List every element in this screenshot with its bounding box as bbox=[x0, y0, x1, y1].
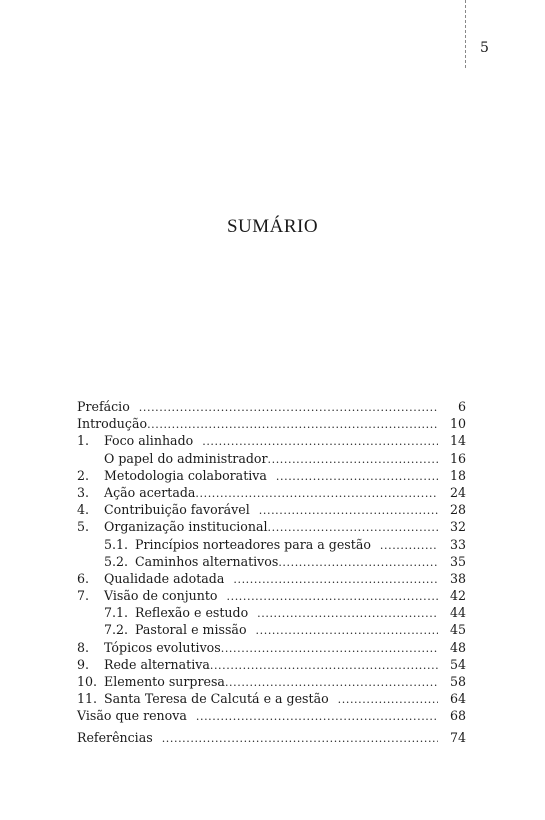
toc-entry-page: 18 bbox=[449, 467, 466, 483]
toc-leader-dots bbox=[257, 605, 438, 622]
toc-entry-number: 7. bbox=[77, 588, 90, 604]
toc-entry-page: 6 bbox=[457, 399, 466, 414]
toc-leader-dots bbox=[147, 416, 438, 433]
toc-entry-number: 11. bbox=[77, 691, 98, 707]
toc-entry-label: Ação acertada bbox=[104, 484, 196, 500]
toc-entry-number: 9. bbox=[77, 656, 90, 672]
toc-entry-page: 24 bbox=[449, 484, 466, 500]
toc-entry[interactable] bbox=[77, 450, 466, 467]
toc-entry-label: Visão que renova bbox=[77, 708, 187, 724]
toc-entry-page: 35 bbox=[449, 553, 466, 569]
toc-leader-dots bbox=[256, 622, 438, 639]
toc-entry[interactable] bbox=[77, 553, 466, 570]
toc-entry[interactable] bbox=[77, 518, 466, 535]
toc-entry-number: 7.1. bbox=[104, 605, 129, 621]
toc-entry[interactable] bbox=[77, 398, 466, 415]
toc-entry[interactable] bbox=[77, 673, 466, 690]
toc-entry-number: 2. bbox=[77, 467, 90, 483]
toc-entry-page: 42 bbox=[449, 588, 466, 604]
toc-entry-label: Metodologia colaborativa bbox=[104, 467, 267, 483]
toc-entry-number: 3. bbox=[77, 484, 90, 500]
toc-entry-page: 38 bbox=[449, 570, 466, 586]
toc-entry-label: Rede alternativa bbox=[104, 656, 210, 672]
toc-entry[interactable] bbox=[77, 484, 466, 501]
toc-entry-label: Visão de conjunto bbox=[104, 588, 218, 604]
toc-entry-number: 6. bbox=[77, 570, 90, 586]
toc-entry[interactable] bbox=[77, 604, 466, 621]
toc-entry[interactable] bbox=[77, 639, 466, 656]
toc-entry[interactable] bbox=[77, 415, 466, 432]
page-number: 5 bbox=[480, 40, 489, 56]
toc-entry-label: Princípios norteadores para a gestão bbox=[135, 536, 371, 552]
toc-entry-label: Reflexão e estudo bbox=[135, 605, 249, 621]
toc-leader-dots bbox=[225, 674, 438, 691]
toc-entry-page: 28 bbox=[449, 502, 466, 518]
toc-entry-label: Prefácio bbox=[77, 399, 130, 414]
toc-entry-number: 5.1. bbox=[104, 536, 129, 552]
toc-leader-dots bbox=[202, 433, 438, 450]
toc-leader-dots bbox=[227, 588, 439, 605]
toc-entry-page: 33 bbox=[449, 536, 466, 552]
toc-entry[interactable] bbox=[77, 570, 466, 587]
toc-entry-page: 54 bbox=[449, 656, 466, 672]
toc-entry-label: Elemento surpresa bbox=[104, 674, 225, 689]
toc-entry-page: 45 bbox=[449, 622, 466, 638]
toc-leader-dots bbox=[233, 571, 438, 588]
toc-leader-dots bbox=[278, 554, 438, 571]
toc-entry-label: O papel do administrador bbox=[104, 450, 268, 466]
toc-entry-number: 10. bbox=[77, 674, 98, 689]
toc-entry-page: 68 bbox=[449, 708, 466, 724]
toc-leader-dots bbox=[139, 399, 438, 416]
toc-entry-label: Pastoral e missão bbox=[135, 622, 247, 638]
toc-entry-page: 74 bbox=[449, 729, 466, 745]
toc-entry-page: 58 bbox=[449, 674, 466, 689]
toc-entry-label: Organização institucional bbox=[104, 519, 268, 535]
toc-entry[interactable] bbox=[77, 707, 466, 724]
toc-entry-label: Referências bbox=[77, 729, 153, 745]
toc-leader-dots bbox=[259, 502, 438, 519]
toc-leader-dots bbox=[380, 537, 438, 554]
toc-entry-label: Santa Teresa de Calcutá e a gestão bbox=[104, 691, 329, 707]
toc-entry-page: 16 bbox=[449, 450, 466, 466]
toc-leader-dots bbox=[195, 485, 438, 502]
toc-entry[interactable] bbox=[77, 501, 466, 518]
toc-entry-number: 5. bbox=[77, 519, 90, 535]
header-divider bbox=[465, 0, 466, 68]
toc-entry-label: Introdução bbox=[77, 416, 148, 432]
toc-entry[interactable] bbox=[77, 467, 466, 484]
toc-leader-dots bbox=[162, 730, 438, 747]
toc-entry-number: 4. bbox=[77, 502, 90, 518]
toc-entry-label: Contribuição favorável bbox=[104, 502, 250, 518]
toc-entry[interactable] bbox=[77, 656, 466, 673]
toc-entry-label: Qualidade adotada bbox=[104, 570, 225, 586]
page-title: SUMÁRIO bbox=[226, 216, 319, 237]
toc-entry-label: Tópicos evolutivos bbox=[104, 639, 221, 655]
toc-entry[interactable] bbox=[77, 587, 466, 604]
toc-entry-number: 7.2. bbox=[104, 622, 129, 638]
table-of-contents bbox=[77, 398, 466, 746]
toc-leader-dots bbox=[268, 519, 438, 536]
toc-leader-dots bbox=[221, 640, 438, 657]
toc-entry-page: 32 bbox=[449, 519, 466, 535]
toc-entry[interactable] bbox=[77, 729, 466, 746]
toc-entry[interactable] bbox=[77, 432, 466, 449]
toc-entry-number: 8. bbox=[77, 639, 90, 655]
toc-entry[interactable] bbox=[77, 536, 466, 553]
toc-leader-dots bbox=[276, 468, 438, 485]
toc-entry-label: Caminhos alternativos bbox=[135, 553, 279, 569]
toc-entry-page: 44 bbox=[449, 605, 466, 621]
toc-leader-dots bbox=[196, 708, 438, 725]
toc-leader-dots bbox=[338, 691, 438, 708]
toc-entry-page: 10 bbox=[449, 416, 466, 432]
toc-entry[interactable] bbox=[77, 621, 466, 638]
toc-entry-number: 5.2. bbox=[104, 553, 129, 569]
toc-entry[interactable] bbox=[77, 690, 466, 707]
toc-entry-number: 1. bbox=[77, 433, 90, 449]
toc-leader-dots bbox=[268, 451, 439, 468]
toc-entry-label: Foco alinhado bbox=[104, 433, 194, 449]
toc-entry-page: 14 bbox=[449, 433, 466, 449]
toc-entry-page: 64 bbox=[449, 691, 466, 707]
toc-entry-page: 48 bbox=[449, 639, 466, 655]
toc-leader-dots bbox=[210, 657, 438, 674]
